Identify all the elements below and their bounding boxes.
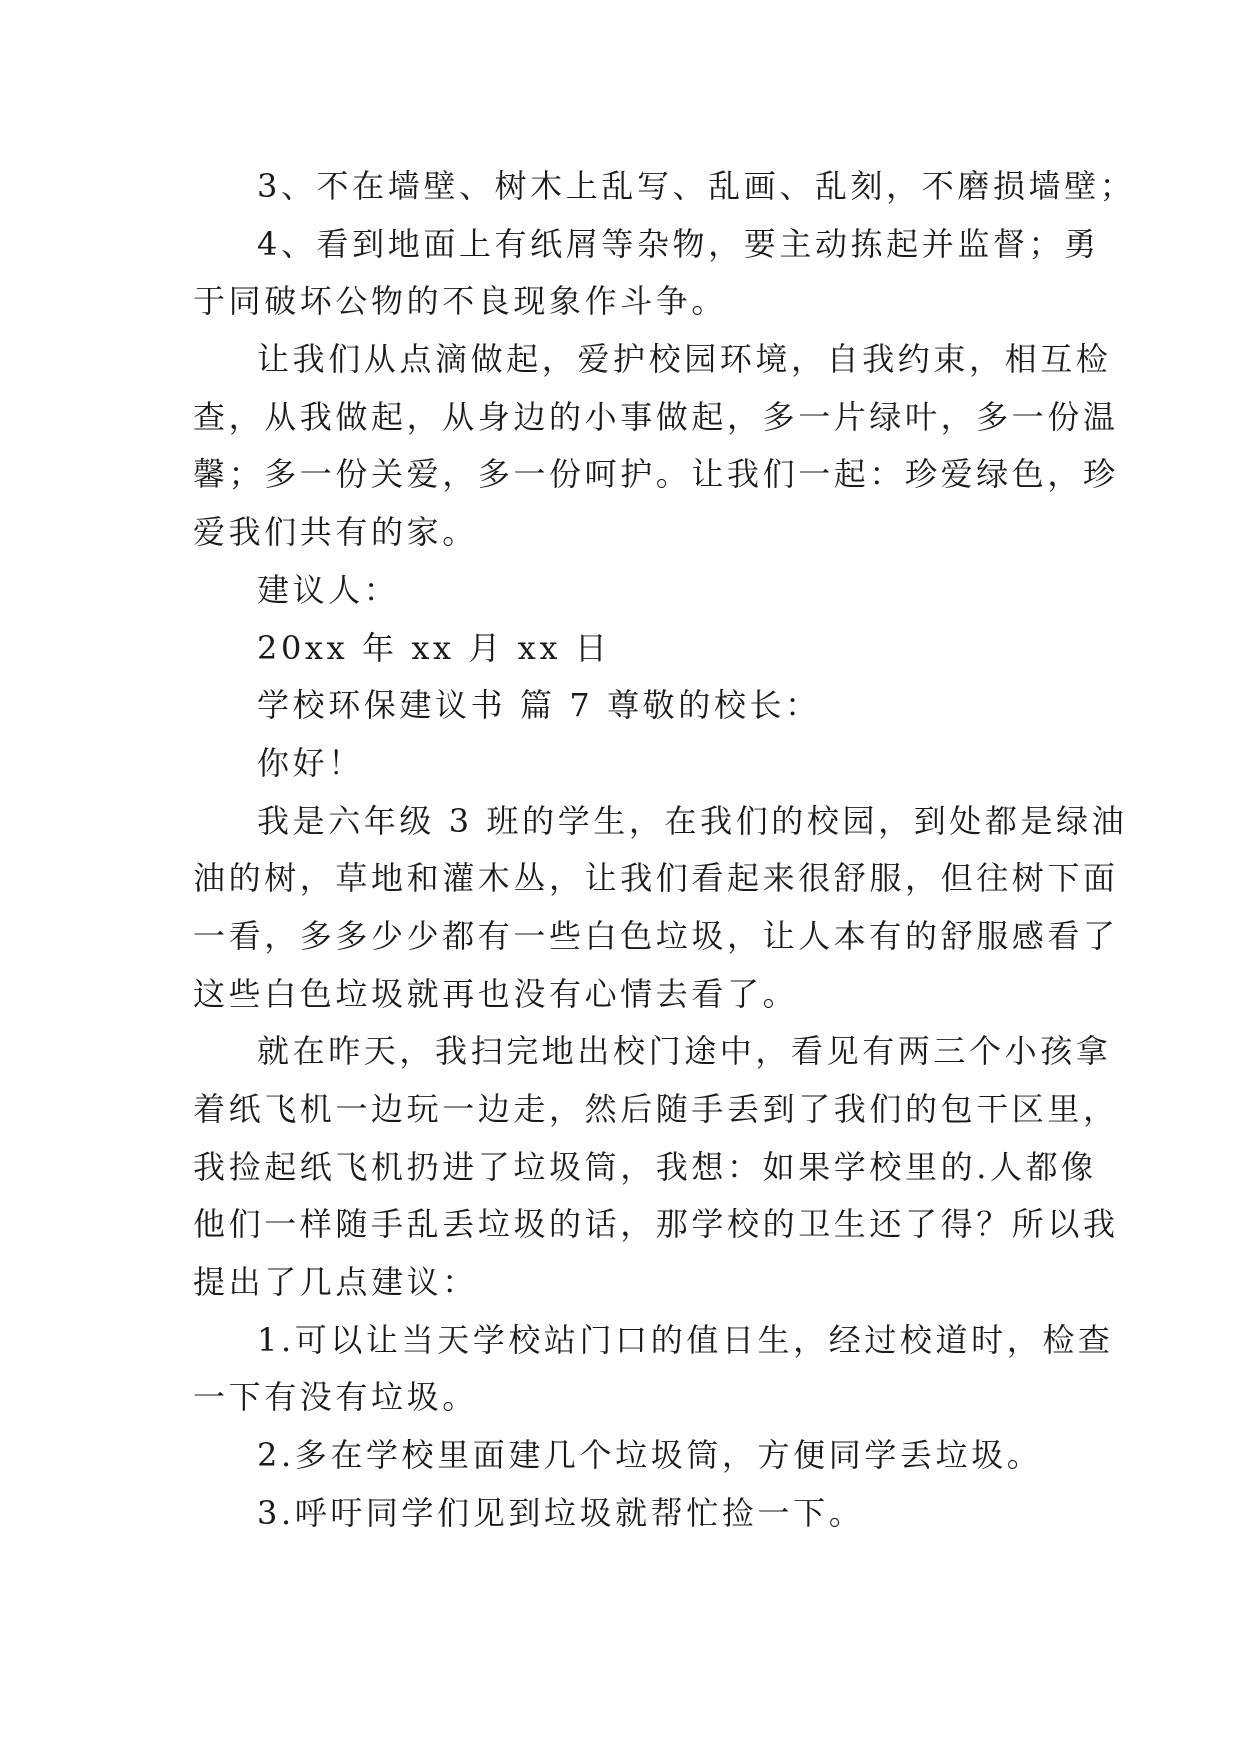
suggestion-item: 3.呼吁同学们见到垃圾就帮忙捡一下。 <box>257 1493 865 1532</box>
paragraph-line: 提出了几点建议： <box>193 1263 478 1302</box>
suggestion-item-continued: 一下有没有垃圾。 <box>193 1378 478 1417</box>
paragraph-line: 他们一样随手乱丢垃圾的话，那学校的卫生还了得？所以我 <box>193 1205 1119 1244</box>
paragraph-line: 这些白色垃圾就再也没有心情去看了。 <box>193 974 799 1013</box>
paragraph-line: 馨；多一份关爱，多一份呵护。让我们一起：珍爱绿色，珍 <box>193 455 1119 494</box>
date-line: 20xx 年 xx 月 xx 日 <box>257 628 611 667</box>
suggestion-item: 2.多在学校里面建几个垃圾筒，方便同学丢垃圾。 <box>257 1436 1043 1475</box>
paragraph-line: 我捡起纸飞机扔进了垃圾筒，我想：如果学校里的.人都像 <box>193 1147 1097 1186</box>
greeting: 你好！ <box>257 743 364 782</box>
paragraph-line: 一看，多多少少都有一些白色垃圾，让人本有的舒服感看了 <box>193 916 1119 955</box>
paragraph-line: 查，从我做起，从身边的小事做起，多一片绿叶，多一份温 <box>193 397 1119 436</box>
paragraph-line: 于同破坏公物的不良现象作斗争。 <box>193 282 728 321</box>
paragraph-line: 爱我们共有的家。 <box>193 513 478 552</box>
paragraph-line: 油的树，草地和灌木丛，让我们看起来很舒服，但往树下面 <box>193 859 1119 898</box>
paragraph-line: 3、不在墙壁、树木上乱写、乱画、乱刻，不磨损墙壁； <box>257 167 1136 205</box>
signature-label: 建议人： <box>257 570 400 609</box>
paragraph-line: 就在昨天，我扫完地出校门途中，看见有两三个小孩拿 <box>257 1032 1112 1071</box>
paragraph-line: 让我们从点滴做起，爱护校园环境，自我约束，相互检 <box>257 340 1112 379</box>
section-heading: 学校环保建议书 篇 7 尊敬的校长： <box>257 686 821 725</box>
paragraph-line: 4、看到地面上有纸屑等杂物，要主动拣起并监督；勇 <box>257 224 1100 263</box>
paragraph-line: 我是六年级 3 班的学生，在我们的校园，到处都是绿油 <box>257 801 1128 840</box>
document-body <box>193 158 1136 1543</box>
suggestion-item: 1.可以让当天学校站门口的值日生，经过校道时，检查 <box>257 1320 1114 1359</box>
paragraph-line: 着纸飞机一边玩一边走，然后随手丢到了我们的包干区里， <box>193 1090 1119 1128</box>
